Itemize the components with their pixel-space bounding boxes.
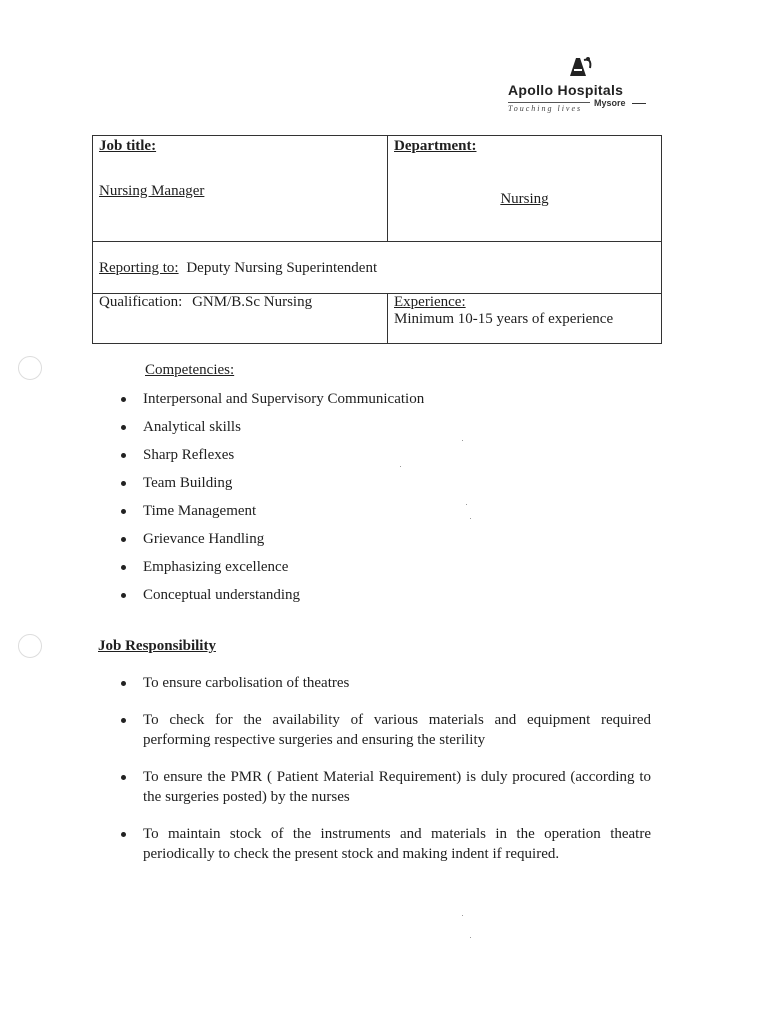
- job-info-table: [92, 135, 662, 344]
- qualification-cell: [93, 294, 388, 344]
- list-item: Emphasizing excellence: [115, 553, 424, 581]
- reporting-cell: [93, 242, 662, 294]
- job-title-cell: [93, 136, 388, 242]
- punch-hole-mark: [18, 634, 42, 658]
- list-item: To maintain stock of the instruments and materials in the operation theatre periodically to check the present stock and making indent if required.: [115, 824, 651, 864]
- responsibility-title: Job Responsibility: [98, 638, 216, 654]
- list-item: Sharp Reflexes: [115, 441, 424, 469]
- scan-speck: [462, 440, 463, 441]
- list-item: Interpersonal and Supervisory Communication: [115, 385, 424, 413]
- reporting-label: Reporting to:: [99, 260, 179, 276]
- scan-speck: [400, 466, 401, 467]
- department-cell: [388, 136, 662, 242]
- logo-city: Mysore: [594, 98, 646, 108]
- list-item: To ensure carbolisation of theatres: [115, 673, 651, 693]
- responsibility-list: [115, 673, 651, 864]
- list-item: Grievance Handling: [115, 525, 424, 553]
- list-item: To ensure the PMR ( Patient Material Requirement) is duly procured (according to the surgeries posted) by the nurses: [115, 767, 651, 807]
- qualification-label: Qualification:: [99, 294, 183, 310]
- experience-label: Experience:: [394, 294, 466, 310]
- apollo-logo: [506, 54, 656, 116]
- list-item: Time Management: [115, 497, 424, 525]
- scan-speck: [470, 518, 471, 519]
- job-title-value: Nursing Manager: [99, 183, 205, 199]
- scan-speck: [470, 937, 471, 938]
- punch-hole-mark: [18, 356, 42, 380]
- logo-name: Apollo Hospitals: [508, 82, 624, 98]
- qualification-value: GNM/B.Sc Nursing: [192, 294, 313, 310]
- reporting-value: Deputy Nursing Superintendent: [186, 260, 378, 276]
- experience-value: Minimum 10-15 years of experience: [394, 311, 614, 327]
- experience-cell: [388, 294, 662, 344]
- list-item: Team Building: [115, 469, 424, 497]
- scan-speck: [462, 915, 463, 916]
- competencies-title: Competencies:: [145, 362, 235, 378]
- logo-tagline: Touching lives: [508, 102, 590, 113]
- list-item: Analytical skills: [115, 413, 424, 441]
- apollo-emblem-icon: [566, 54, 594, 80]
- list-item: Conceptual understanding: [115, 581, 424, 609]
- department-value: Nursing: [500, 191, 549, 207]
- job-title-label: Job title:: [99, 138, 157, 154]
- department-label: Department:: [394, 138, 477, 154]
- competencies-list: [115, 385, 424, 609]
- list-item: To check for the availability of various materials and equipment required performing respective surgeries and ensuring the sterility: [115, 710, 651, 750]
- scan-speck: [466, 504, 467, 505]
